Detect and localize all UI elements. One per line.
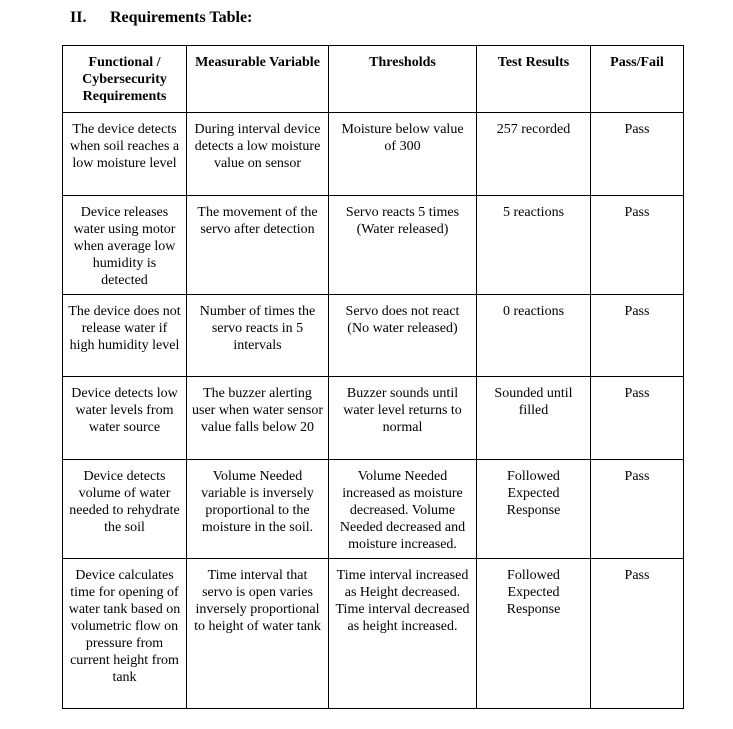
header-pass-fail: Pass/Fail <box>591 46 684 113</box>
cell-variable: Number of times the servo reacts in 5 intervals <box>187 295 329 377</box>
table-row <box>63 460 684 559</box>
table-row <box>63 559 684 709</box>
cell-requirement: The device does not release water if high humidity level <box>63 295 187 377</box>
cell-test-result: 5 reactions <box>477 196 591 295</box>
table-row <box>63 377 684 460</box>
cell-pass-fail: Pass <box>591 460 684 559</box>
cell-requirement: The device detects when soil reaches a low moisture level <box>63 113 187 196</box>
cell-test-result: Followed Expected Response <box>477 559 591 709</box>
cell-variable: The movement of the servo after detection <box>187 196 329 295</box>
cell-requirement: Device detects low water levels from water source <box>63 377 187 460</box>
cell-test-result: Sounded until filled <box>477 377 591 460</box>
requirements-table <box>62 45 684 709</box>
header-requirements: Functional / Cybersecurity Requirements <box>63 46 187 113</box>
cell-variable: During interval device detects a low moisture value on sensor <box>187 113 329 196</box>
header-measurable-variable: Measurable Variable <box>187 46 329 113</box>
cell-threshold: Servo does not react (No water released) <box>329 295 477 377</box>
cell-test-result: Followed Expected Response <box>477 460 591 559</box>
table-row <box>63 196 684 295</box>
cell-variable: The buzzer alerting user when water sensor value falls below 20 <box>187 377 329 460</box>
cell-pass-fail: Pass <box>591 377 684 460</box>
cell-requirement: Device calculates time for opening of water tank based on volumetric flow on pressure from current height from tank <box>63 559 187 709</box>
header-test-results: Test Results <box>477 46 591 113</box>
section-number: II. <box>70 9 87 26</box>
cell-variable: Volume Needed variable is inversely proportional to the moisture in the soil. <box>187 460 329 559</box>
cell-threshold: Buzzer sounds until water level returns to normal <box>329 377 477 460</box>
cell-test-result: 0 reactions <box>477 295 591 377</box>
cell-pass-fail: Pass <box>591 559 684 709</box>
header-thresholds: Thresholds <box>329 46 477 113</box>
cell-threshold: Volume Needed increased as moisture decreased. Volume Needed decreased and moisture increased. <box>329 460 477 559</box>
table-row <box>63 295 684 377</box>
cell-requirement: Device detects volume of water needed to rehydrate the soil <box>63 460 187 559</box>
cell-pass-fail: Pass <box>591 295 684 377</box>
cell-pass-fail: Pass <box>591 196 684 295</box>
table-row <box>63 113 684 196</box>
table-header-row <box>63 46 684 113</box>
cell-threshold: Servo reacts 5 times (Water released) <box>329 196 477 295</box>
cell-threshold: Time interval increased as Height decreased. Time interval decreased as height increased. <box>329 559 477 709</box>
cell-requirement: Device releases water using motor when average low humidity is detected <box>63 196 187 295</box>
cell-pass-fail: Pass <box>591 113 684 196</box>
cell-threshold: Moisture below value of 300 <box>329 113 477 196</box>
section-title: Requirements Table: <box>110 9 253 26</box>
section-heading <box>70 9 252 27</box>
cell-test-result: 257 recorded <box>477 113 591 196</box>
cell-variable: Time interval that servo is open varies inversely proportional to height of water tank <box>187 559 329 709</box>
